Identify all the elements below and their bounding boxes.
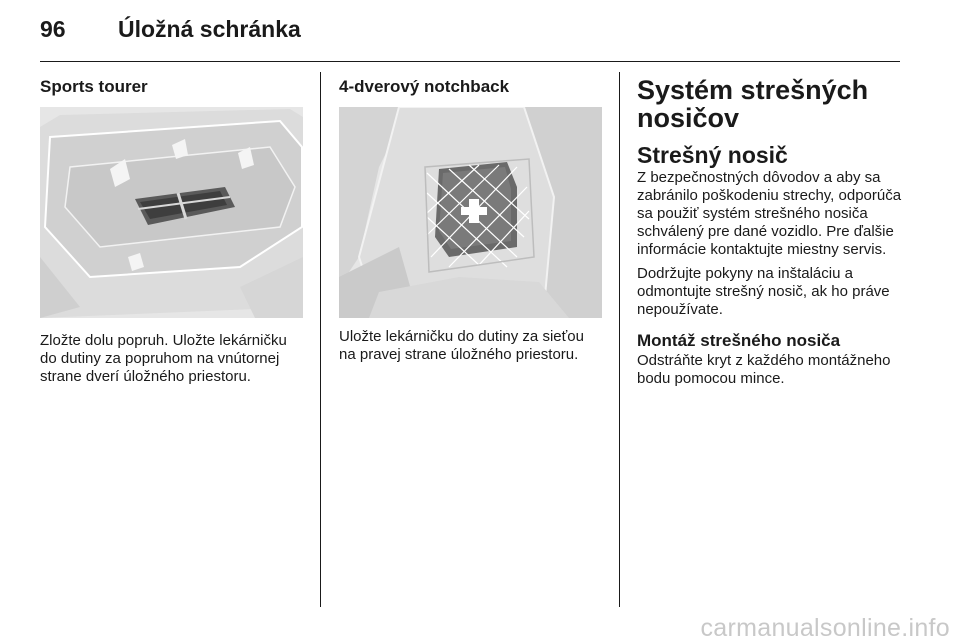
section-heading-notchback: 4-dverový notchback bbox=[339, 77, 510, 96]
paragraph-safety: Z bezpečnostných dôvodov a aby sa zabránilo poškodeniu strechy, odporúča sa použiť systém strešného nosiča schválený pre dané vozidlo. Pre ďalšie informácie kontaktujte miestny servis. bbox=[637, 169, 902, 258]
caption-notchback: Uložte lekárničku do dutiny za sieťou na pravej strane úložného priestoru. bbox=[339, 328, 584, 363]
heading-roof-rack-system: Systém strešných nosičov bbox=[637, 75, 869, 133]
column-left bbox=[40, 76, 305, 386]
paragraph-installation: Dodržujte pokyny na inštaláciu a odmontujte strešný nosič, ak ho práve nepoužívate. bbox=[637, 265, 890, 318]
page-header bbox=[40, 16, 900, 50]
caption-sports-tourer: Zložte dolu popruh. Uložte lekárničku do dutiny za popruhom na vnútornej strane dverí úložného priestoru. bbox=[40, 332, 287, 385]
column-divider bbox=[619, 72, 620, 607]
column-right bbox=[637, 76, 905, 394]
page-title: Úložná schránka bbox=[118, 16, 301, 42]
section-heading-sports-tourer: Sports tourer bbox=[40, 77, 148, 96]
paragraph-mounting-points: Odstráňte kryt z každého montážneho bodu pomocou mince. bbox=[637, 352, 891, 387]
heading-roof-rack: Strešný nosič bbox=[637, 142, 788, 168]
header-rule bbox=[40, 61, 900, 62]
heading-roof-rack-mounting: Montáž strešného nosiča bbox=[637, 331, 841, 350]
page-number: 96 bbox=[40, 16, 66, 42]
column-middle bbox=[339, 76, 604, 364]
column-divider bbox=[320, 72, 321, 607]
illustration-trunk-net-first-aid-kit bbox=[339, 107, 602, 318]
watermark: carmanualsonline.info bbox=[700, 614, 950, 642]
illustration-tailgate-first-aid-kit bbox=[40, 107, 303, 318]
